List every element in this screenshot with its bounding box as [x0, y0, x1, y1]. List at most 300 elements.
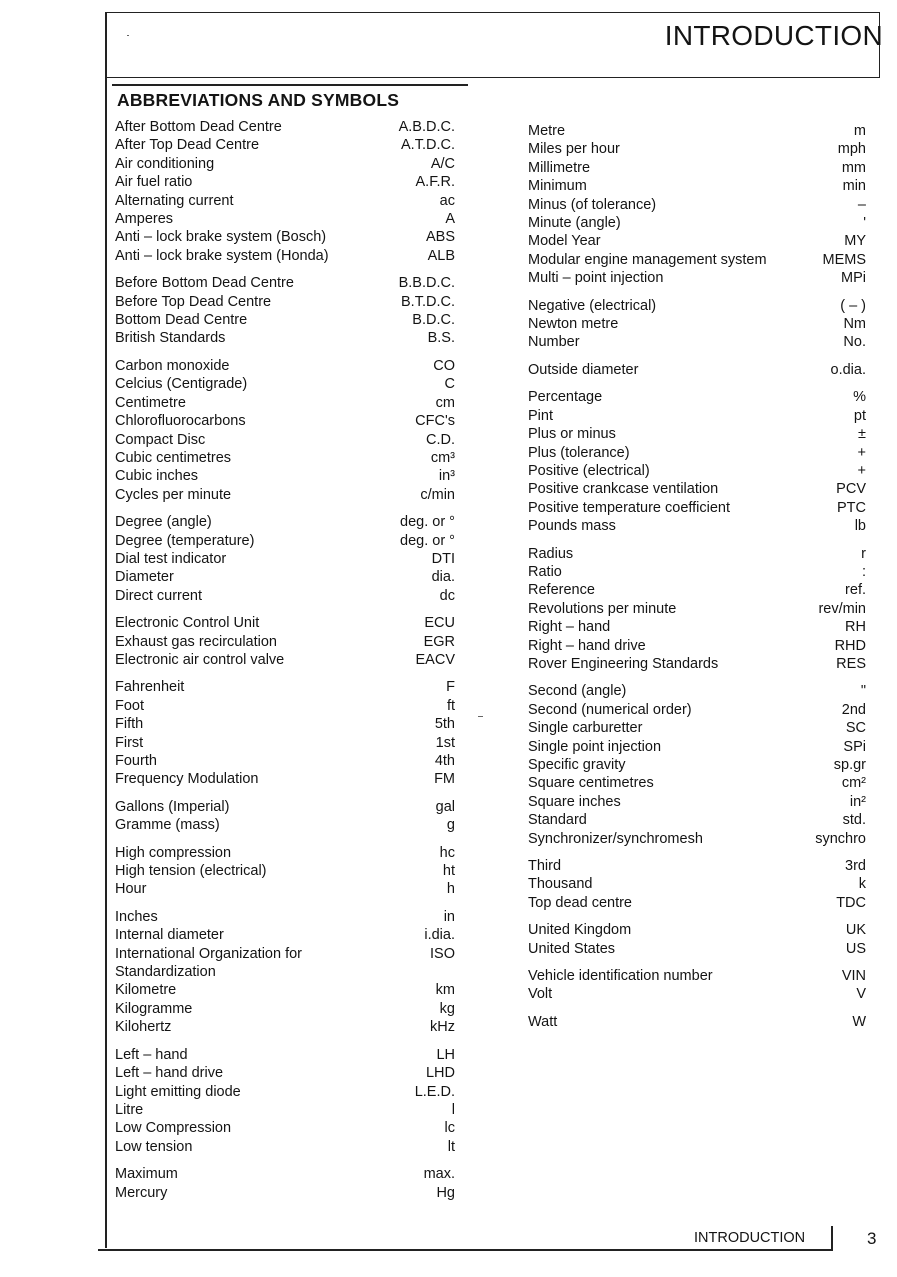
abbreviation-term: Synchronizer/synchromesh — [528, 830, 703, 847]
abbreviation-group — [528, 545, 866, 674]
abbreviation-symbol: RH — [845, 619, 866, 636]
abbreviation-symbol: B.B.D.C. — [398, 275, 455, 292]
abbreviation-symbol: g — [446, 817, 455, 834]
abbreviation-term: Second (numerical order) — [528, 701, 692, 718]
abbreviation-symbol: ( – ) — [840, 297, 866, 314]
abbreviation-row — [528, 1013, 866, 1031]
abbreviation-symbol: ac — [439, 192, 455, 209]
abbreviation-row — [115, 633, 455, 651]
abbreviation-term: First — [115, 734, 144, 751]
abbreviation-term: Modular engine management system — [528, 251, 767, 268]
abbreviation-symbol: rev/min — [818, 600, 866, 617]
abbreviations-left-column — [115, 118, 455, 1211]
abbreviation-symbol: std. — [842, 812, 866, 829]
abbreviation-term: United Kingdom — [528, 922, 632, 939]
abbreviation-symbol: ABS — [425, 229, 455, 246]
abbreviation-row — [115, 486, 455, 504]
abbreviation-group — [528, 967, 866, 1004]
abbreviation-symbol: SPi — [843, 738, 866, 755]
abbreviation-row — [115, 587, 455, 605]
abbreviation-term: Degree (angle) — [115, 514, 212, 531]
abbreviation-row — [528, 967, 866, 985]
abbreviation-symbol: EGR — [423, 633, 455, 650]
abbreviation-term: After Top Dead Centre — [115, 137, 260, 154]
abbreviation-row — [115, 1000, 455, 1018]
footer-rule — [98, 1249, 833, 1251]
abbreviation-term: Exhaust gas recirculation — [115, 633, 277, 650]
abbreviation-row — [528, 793, 866, 811]
abbreviation-symbol: r — [861, 545, 866, 562]
abbreviation-symbol: C — [444, 376, 455, 393]
abbreviation-row — [528, 940, 866, 958]
abbreviation-symbol: k — [858, 876, 866, 893]
abbreviation-symbol: MY — [844, 233, 866, 250]
abbreviation-symbol: – — [857, 196, 866, 213]
abbreviation-symbol: C.D. — [426, 431, 455, 448]
abbreviation-row — [528, 196, 866, 214]
abbreviation-group — [528, 388, 866, 535]
abbreviation-row — [115, 1101, 455, 1119]
abbreviation-row — [528, 407, 866, 425]
abbreviation-term: Pounds mass — [528, 518, 616, 535]
abbreviation-symbol: W — [852, 1013, 866, 1030]
abbreviation-row — [528, 738, 866, 756]
abbreviation-symbol: UK — [845, 922, 866, 939]
abbreviation-term: Hour — [115, 881, 147, 898]
abbreviation-symbol: SC — [845, 720, 866, 737]
abbreviation-symbol: L.E.D. — [414, 1083, 455, 1100]
abbreviation-symbol: c/min — [420, 486, 455, 503]
abbreviation-term: International Organization for Standardization — [115, 945, 302, 981]
abbreviation-row — [115, 844, 455, 862]
abbreviation-group — [115, 798, 455, 835]
abbreviation-symbol: PCV — [836, 481, 866, 498]
abbreviation-symbol: + — [857, 462, 866, 479]
abbreviation-term: Diameter — [115, 569, 174, 586]
abbreviation-term: United States — [528, 940, 616, 957]
abbreviation-term: Square centimetres — [528, 775, 654, 792]
abbreviation-term: Watt — [528, 1013, 558, 1030]
abbreviation-symbol: FM — [434, 771, 455, 788]
abbreviation-symbol: lc — [444, 1120, 455, 1137]
abbreviation-group — [528, 297, 866, 352]
abbreviation-term: Rover Engineering Standards — [528, 655, 719, 672]
abbreviation-term: British Standards — [115, 330, 226, 347]
abbreviation-term: Air conditioning — [115, 155, 215, 172]
abbreviation-term: Metre — [528, 123, 566, 139]
abbreviation-row — [115, 678, 455, 696]
abbreviation-row — [528, 159, 866, 177]
abbreviation-term: Single carburetter — [528, 720, 643, 737]
abbreviation-term: Radius — [528, 545, 574, 562]
abbreviation-symbol: l — [451, 1101, 455, 1118]
abbreviation-symbol: RHD — [834, 637, 866, 654]
abbreviation-group — [528, 361, 866, 379]
abbreviation-symbol: % — [853, 389, 866, 406]
abbreviation-group — [528, 682, 866, 848]
abbreviation-row — [115, 173, 455, 191]
abbreviation-row — [115, 274, 455, 292]
abbreviation-term: Low Compression — [115, 1120, 232, 1137]
abbreviation-row — [115, 311, 455, 329]
abbreviation-row — [528, 719, 866, 737]
abbreviation-term: Gramme (mass) — [115, 817, 220, 834]
abbreviation-row — [115, 467, 455, 485]
abbreviation-term: Fourth — [115, 753, 157, 769]
abbreviation-term: Positive crankcase ventilation — [528, 481, 719, 498]
abbreviation-row — [115, 734, 455, 752]
abbreviation-symbol: B.S. — [427, 330, 455, 347]
abbreviation-group — [115, 844, 455, 899]
abbreviation-row — [528, 333, 866, 351]
abbreviation-symbol: CO — [433, 357, 455, 374]
abbreviation-row — [528, 388, 866, 406]
abbreviation-row — [115, 118, 455, 136]
abbreviation-symbol: VIN — [841, 968, 866, 985]
abbreviation-term: Newton metre — [528, 316, 619, 333]
abbreviation-term: Millimetre — [528, 159, 591, 176]
abbreviation-term: Compact Disc — [115, 431, 206, 448]
abbreviation-symbol: B.T.D.C. — [401, 293, 455, 310]
abbreviation-symbol: max. — [423, 1166, 455, 1183]
abbreviation-term: Plus (tolerance) — [528, 444, 630, 461]
abbreviation-row — [115, 1119, 455, 1137]
abbreviation-group — [115, 908, 455, 1037]
abbreviation-term: Miles per hour — [528, 141, 620, 158]
abbreviation-symbol: ft — [446, 697, 455, 714]
abbreviation-symbol: 5th — [434, 716, 455, 733]
abbreviation-term: Low tension — [115, 1138, 193, 1155]
abbreviation-symbol: 4th — [434, 753, 455, 769]
abbreviation-term: High tension (electrical) — [115, 863, 267, 880]
abbreviation-row — [528, 462, 866, 480]
abbreviation-term: Third — [528, 858, 562, 875]
abbreviation-term: Volt — [528, 986, 553, 1003]
abbreviation-row — [528, 857, 866, 875]
abbreviation-symbol: lb — [854, 518, 866, 535]
abbreviation-term: Carbon monoxide — [115, 357, 230, 374]
abbreviation-symbol: m — [853, 123, 866, 139]
abbreviation-row — [115, 228, 455, 246]
abbreviation-term: Plus or minus — [528, 426, 616, 443]
abbreviation-term: Vehicle identification number — [528, 968, 713, 985]
abbreviation-symbol: CFC's — [415, 413, 455, 430]
abbreviation-symbol: LHD — [425, 1065, 455, 1082]
abbreviation-symbol: i.dia. — [424, 927, 455, 944]
abbreviation-term: Dial test indicator — [115, 550, 227, 567]
abbreviation-row — [115, 293, 455, 311]
abbreviation-row — [115, 449, 455, 467]
abbreviation-group — [115, 1046, 455, 1156]
abbreviation-symbol: ECU — [424, 615, 455, 632]
abbreviation-row — [528, 830, 866, 848]
abbreviation-row — [115, 926, 455, 944]
abbreviation-row — [115, 880, 455, 898]
abbreviation-symbol: in — [443, 908, 455, 925]
abbreviation-row — [115, 192, 455, 210]
abbreviation-term: Before Bottom Dead Centre — [115, 275, 294, 292]
abbreviation-term: Maximum — [115, 1166, 178, 1183]
page-title: INTRODUCTION — [664, 20, 883, 51]
abbreviation-symbol: ± — [858, 426, 866, 443]
abbreviation-term: Positive (electrical) — [528, 462, 650, 479]
abbreviation-row — [115, 357, 455, 375]
abbreviation-symbol: dc — [439, 587, 455, 604]
abbreviation-row — [528, 361, 866, 379]
abbreviation-row — [115, 155, 455, 173]
abbreviation-symbol: " — [860, 683, 866, 700]
abbreviation-term: Air fuel ratio — [115, 174, 193, 191]
abbreviation-group — [115, 274, 455, 348]
abbreviation-row — [115, 210, 455, 228]
abbreviation-symbol: Hg — [436, 1184, 455, 1201]
abbreviation-row — [528, 297, 866, 315]
abbreviation-term: Internal diameter — [115, 927, 224, 944]
abbreviation-row — [115, 532, 455, 550]
abbreviation-row — [528, 269, 866, 287]
abbreviation-term: Right – hand — [528, 619, 611, 636]
abbreviation-row — [115, 412, 455, 430]
abbreviation-term: Inches — [115, 908, 158, 925]
section-title: ABBREVIATIONS AND SYMBOLS — [117, 90, 400, 110]
abbreviation-symbol: : — [861, 563, 866, 580]
abbreviation-row — [115, 394, 455, 412]
abbreviation-row — [528, 774, 866, 792]
abbreviation-term: Frequency Modulation — [115, 771, 259, 788]
scan-speck — [127, 35, 129, 36]
abbreviation-row — [115, 431, 455, 449]
abbreviation-term: Fifth — [115, 716, 144, 733]
abbreviation-symbol: V — [856, 986, 866, 1003]
abbreviation-symbol: dia. — [431, 569, 455, 586]
abbreviation-row — [115, 770, 455, 788]
abbreviation-symbol: 1st — [435, 734, 455, 751]
abbreviation-term: Minimum — [528, 178, 587, 195]
abbreviation-term: Negative (electrical) — [528, 297, 657, 314]
abbreviation-term: Square inches — [528, 793, 621, 810]
abbreviation-term: Minute (angle) — [528, 215, 621, 232]
abbreviation-symbol: A.T.D.C. — [401, 137, 455, 154]
abbreviation-term: Top dead centre — [528, 894, 632, 911]
abbreviation-term: Ratio — [528, 563, 562, 580]
abbreviation-symbol: DTI — [431, 550, 455, 567]
abbreviation-symbol: 3rd — [845, 858, 866, 875]
abbreviation-term: Electronic air control valve — [115, 651, 285, 668]
abbreviation-row — [528, 122, 866, 140]
abbreviation-term: Standard — [528, 812, 587, 829]
abbreviation-symbol: RES — [836, 655, 866, 672]
abbreviation-row — [115, 247, 455, 265]
abbreviation-term: Anti – lock brake system (Bosch) — [115, 229, 327, 246]
abbreviation-term: Mercury — [115, 1184, 168, 1201]
abbreviation-row — [115, 908, 455, 926]
abbreviation-row — [528, 232, 866, 250]
abbreviation-term: Kilogramme — [115, 1000, 193, 1017]
abbreviation-term: Kilohertz — [115, 1019, 172, 1036]
abbreviation-symbol: lt — [447, 1138, 455, 1155]
abbreviation-symbol: kHz — [430, 1019, 455, 1036]
abbreviation-symbol: min — [842, 178, 866, 195]
abbreviation-symbol: cm — [435, 394, 455, 411]
abbreviations-right-column — [528, 122, 866, 1040]
scan-speck — [478, 716, 483, 717]
abbreviation-row — [528, 517, 866, 535]
page-number: 3 — [867, 1229, 877, 1248]
abbreviation-term: Light emitting diode — [115, 1083, 241, 1100]
abbreviation-term: Multi – point injection — [528, 270, 664, 287]
abbreviation-row — [115, 329, 455, 347]
abbreviation-term: Centimetre — [115, 394, 186, 411]
abbreviation-term: Second (angle) — [528, 683, 627, 700]
abbreviation-term: Celcius (Centigrade) — [115, 376, 248, 393]
abbreviation-symbol: hc — [439, 844, 455, 861]
abbreviation-row — [115, 798, 455, 816]
abbreviation-row — [115, 1184, 455, 1202]
abbreviation-row — [115, 715, 455, 733]
abbreviation-term: Specific gravity — [528, 757, 626, 773]
abbreviation-row — [528, 682, 866, 700]
abbreviation-symbol: A — [445, 211, 455, 228]
abbreviation-symbol: F — [446, 679, 455, 696]
abbreviation-group — [115, 357, 455, 504]
abbreviation-term: Amperes — [115, 211, 174, 228]
abbreviation-symbol: A.B.D.C. — [398, 119, 455, 135]
abbreviation-symbol: ISO — [430, 945, 455, 962]
abbreviation-row — [115, 816, 455, 834]
abbreviation-term: Chlorofluorocarbons — [115, 413, 246, 430]
abbreviation-term: Number — [528, 334, 580, 351]
abbreviation-symbol: No. — [843, 334, 866, 351]
abbreviation-symbol: mm — [841, 159, 866, 176]
abbreviation-row — [115, 568, 455, 586]
abbreviation-term: Cycles per minute — [115, 486, 232, 503]
abbreviation-row — [528, 499, 866, 517]
abbreviation-row — [528, 315, 866, 333]
abbreviation-term: Alternating current — [115, 192, 234, 209]
abbreviation-term: Litre — [115, 1101, 144, 1118]
abbreviation-row — [115, 136, 455, 154]
abbreviation-term: Before Top Dead Centre — [115, 293, 272, 310]
abbreviation-symbol: 2nd — [841, 701, 866, 718]
abbreviation-term: Model Year — [528, 233, 601, 250]
abbreviation-symbol: deg. or ° — [400, 514, 455, 531]
abbreviation-row — [115, 1018, 455, 1036]
abbreviation-symbol: km — [435, 982, 455, 999]
abbreviation-symbol: MPi — [841, 270, 866, 287]
abbreviation-symbol: ht — [442, 863, 455, 880]
abbreviation-term: Direct current — [115, 587, 203, 604]
abbreviation-row — [115, 375, 455, 393]
abbreviation-term: High compression — [115, 844, 232, 861]
abbreviation-row — [115, 550, 455, 568]
abbreviation-symbol: LH — [436, 1046, 455, 1063]
abbreviation-group — [115, 614, 455, 669]
abbreviation-term: Fahrenheit — [115, 679, 185, 696]
abbreviation-group — [115, 118, 455, 265]
abbreviation-row — [115, 1046, 455, 1064]
abbreviation-row — [528, 444, 866, 462]
abbreviation-row — [528, 875, 866, 893]
abbreviation-symbol: cm³ — [430, 449, 455, 466]
abbreviation-term: Bottom Dead Centre — [115, 312, 248, 329]
abbreviation-row — [528, 214, 866, 232]
abbreviation-group — [528, 921, 866, 958]
abbreviation-row — [528, 637, 866, 655]
abbreviation-symbol: o.dia. — [830, 361, 866, 378]
abbreviation-row — [115, 862, 455, 880]
abbreviation-row — [115, 945, 455, 982]
abbreviation-group — [528, 1013, 866, 1031]
abbreviation-row — [115, 697, 455, 715]
abbreviation-symbol: Nm — [843, 316, 866, 333]
abbreviation-row — [115, 1165, 455, 1183]
abbreviation-row — [528, 921, 866, 939]
abbreviation-term: Foot — [115, 697, 145, 714]
abbreviation-symbol: cm² — [841, 775, 866, 792]
abbreviation-symbol: PTC — [837, 499, 866, 516]
abbreviation-term: Cubic inches — [115, 468, 199, 485]
abbreviation-row — [528, 480, 866, 498]
abbreviation-term: Right – hand drive — [528, 637, 646, 654]
abbreviation-row — [528, 756, 866, 774]
abbreviation-symbol: EACV — [415, 651, 455, 668]
abbreviation-term: Single point injection — [528, 738, 662, 755]
abbreviation-row — [528, 545, 866, 563]
abbreviation-row — [115, 614, 455, 632]
abbreviation-row — [528, 618, 866, 636]
abbreviation-row — [528, 177, 866, 195]
abbreviation-symbol: ref. — [845, 582, 866, 599]
abbreviation-term: Outside diameter — [528, 361, 639, 378]
abbreviation-term: Positive temperature coefficient — [528, 499, 731, 516]
abbreviation-row — [528, 894, 866, 912]
abbreviation-term: Left – hand drive — [115, 1065, 224, 1082]
abbreviation-group — [115, 678, 455, 788]
abbreviation-symbol: in² — [849, 793, 866, 810]
abbreviation-symbol: TDC — [836, 894, 866, 911]
abbreviation-symbol: synchro — [815, 830, 866, 847]
abbreviation-term: Revolutions per minute — [528, 600, 677, 617]
abbreviation-symbol: h — [446, 881, 455, 898]
abbreviation-row — [115, 651, 455, 669]
abbreviation-symbol: mph — [837, 141, 866, 158]
abbreviation-row — [528, 701, 866, 719]
abbreviation-group — [528, 857, 866, 912]
abbreviation-row — [528, 251, 866, 269]
abbreviation-group — [115, 1165, 455, 1202]
abbreviation-symbol: kg — [439, 1000, 455, 1017]
abbreviation-row — [528, 140, 866, 158]
abbreviation-term: Left – hand — [115, 1046, 188, 1063]
abbreviation-term: After Bottom Dead Centre — [115, 119, 282, 135]
abbreviation-row — [115, 981, 455, 999]
abbreviation-symbol: US — [845, 940, 866, 957]
abbreviation-symbol: MEMS — [822, 251, 866, 268]
abbreviation-symbol: sp.gr — [833, 757, 866, 773]
abbreviation-term: Minus (of tolerance) — [528, 196, 657, 213]
abbreviation-term: Pint — [528, 407, 553, 424]
footer-section-label: INTRODUCTION — [694, 1230, 806, 1246]
abbreviation-symbol: in³ — [438, 468, 455, 485]
abbreviation-symbol: A/C — [430, 155, 455, 172]
abbreviation-group — [115, 513, 455, 605]
abbreviation-symbol: pt — [853, 407, 866, 424]
abbreviation-term: Cubic centimetres — [115, 449, 232, 466]
abbreviation-group — [528, 122, 866, 288]
abbreviation-symbol: ALB — [427, 247, 455, 264]
abbreviation-row — [528, 425, 866, 443]
abbreviation-row — [115, 1138, 455, 1156]
